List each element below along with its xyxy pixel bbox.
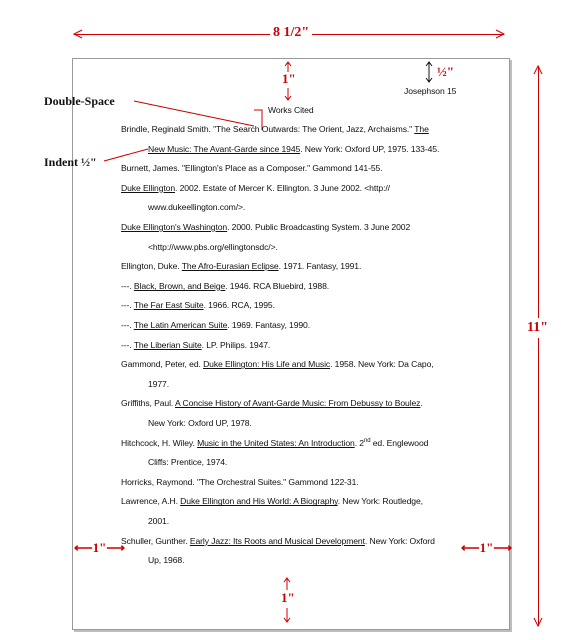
bottom-margin-label: 1" xyxy=(281,590,295,605)
citation-text: . New York: Oxford xyxy=(364,535,435,546)
citation-text: . 1958. New York: Da Capo, xyxy=(330,359,434,370)
citation-text: Gammond, Peter, ed. xyxy=(121,359,204,370)
citation-text: Brindle, Reginald Smith. "The Search Outwards: The Orient, Jazz, Archaisms." xyxy=(121,124,415,134)
double-space-annotation: Double-Space xyxy=(44,94,115,108)
citation-entry xyxy=(121,163,382,173)
citation-text: . LP. Philips. 1947. xyxy=(201,339,271,350)
citation-text: ---. xyxy=(121,280,134,291)
citation-entry-continuation xyxy=(148,202,245,212)
citation-entry xyxy=(121,281,329,291)
citation-entry-continuation xyxy=(148,418,252,428)
citation-entry xyxy=(121,300,275,310)
citation-entry xyxy=(121,124,429,134)
citation-text: Griffiths, Paul. xyxy=(121,398,176,409)
title-text: The Afro-Eurasian Eclipse xyxy=(181,261,279,272)
citation-text: . 2 xyxy=(354,437,364,448)
citation-text: Cliffs: Prentice, 1974. xyxy=(148,457,228,468)
title-text: Early Jazz: Its Roots and Musical Development xyxy=(189,535,365,546)
citation-entry-continuation xyxy=(148,555,184,565)
citation-text: ed. Englewood xyxy=(370,437,429,448)
citation-text: . xyxy=(420,398,423,409)
right-margin-label: 1" xyxy=(479,540,494,555)
citation-text: Lawrence, A.H. xyxy=(121,496,181,507)
citation-text: . New York: Routledge, xyxy=(337,496,423,507)
citation-entry xyxy=(121,438,428,448)
height-label: 11" xyxy=(527,318,548,338)
title-text: Music in the United States: An Introduction xyxy=(197,437,355,448)
citation-text: . 1969. Fantasy, 1990. xyxy=(227,320,311,330)
citation-entry-continuation xyxy=(148,516,169,526)
citation-entry xyxy=(121,477,359,487)
citation-text: <http://www.pbs.org/ellingtonsdc/>. xyxy=(148,241,278,252)
citation-text: 1977. xyxy=(148,378,170,389)
top-margin-label: 1" xyxy=(282,71,296,86)
indent-annotation: Indent ½" xyxy=(44,155,97,169)
citation-text: ---. xyxy=(121,339,134,350)
right-margin-marker xyxy=(461,540,512,556)
citation-text: . 1966. RCA, 1995. xyxy=(203,300,275,311)
left-margin-marker xyxy=(74,540,125,556)
citation-entry xyxy=(121,183,390,193)
title-text: Duke Ellington's Washington xyxy=(121,222,228,232)
citation-entry-continuation xyxy=(148,379,169,389)
citation-entry-continuation xyxy=(148,242,278,252)
title-text: Duke Ellington and His World: A Biography xyxy=(180,496,338,507)
title-text: A Concise History of Avant-Garde Music: From Debussy to Boulez xyxy=(175,398,421,409)
citation-text: Horricks, Raymond. "The Orchestral Suites." Gammond 122-31. xyxy=(121,476,359,487)
citation-entry xyxy=(121,222,410,232)
title-text: The xyxy=(414,124,429,134)
header-margin-label: ½" xyxy=(437,64,454,79)
right-margin-arrow-left-icon: ⟵ xyxy=(461,540,480,555)
title-text: Duke Ellington xyxy=(121,182,176,193)
page-title: Works Cited xyxy=(268,105,314,115)
citation-entry xyxy=(121,320,310,330)
citation-entry xyxy=(121,340,270,350)
citation-text: ---. xyxy=(121,300,134,311)
title-text: Duke Ellington: His Life and Music xyxy=(203,359,331,370)
citation-text: . 1971. Fantasy, 1991. xyxy=(278,261,362,272)
citation-entry xyxy=(121,261,361,271)
citation-text: Burnett, James. "Ellington's Place as a Composer." Gammond 141-55. xyxy=(121,163,383,174)
right-margin-arrow-right-icon: ⟶ xyxy=(493,540,512,555)
citation-entry xyxy=(121,536,435,546)
citation-text: nd xyxy=(363,437,371,444)
title-text: Black, Brown, and Beige xyxy=(133,280,226,291)
citation-entry xyxy=(121,359,434,369)
citation-text: Schuller, Gunther. xyxy=(121,535,190,546)
citation-text: www.dukeellington.com/>. xyxy=(148,202,246,213)
citation-text: . 2002. Estate of Mercer K. Ellington. 3 June 2002. <http:// xyxy=(175,182,390,193)
title-text: New Music: The Avant-Garde since 1945 xyxy=(148,143,301,154)
running-head: Josephson 15 xyxy=(404,86,457,96)
citation-text: ---. xyxy=(121,320,134,330)
left-margin-label: 1" xyxy=(92,540,107,555)
citation-text: 2001. xyxy=(148,516,170,526)
title-text: The Far East Suite xyxy=(133,300,204,311)
citation-entry-continuation xyxy=(148,457,227,467)
citation-text: Ellington, Duke. xyxy=(121,261,182,272)
left-margin-arrow-right-icon: ⟶ xyxy=(106,540,125,555)
citation-text: New York: Oxford UP, 1978. xyxy=(148,418,252,428)
left-margin-arrow-left-icon: ⟵ xyxy=(74,540,93,555)
title-text: The Latin American Suite xyxy=(133,320,228,330)
citation-text: . 2000. Public Broadcasting System. 3 June 2002 xyxy=(227,222,411,232)
citation-text: . New York: Oxford UP, 1975. 133-45. xyxy=(300,143,440,154)
citation-text: . 1946. RCA Bluebird, 1988. xyxy=(225,280,330,291)
citation-entry xyxy=(121,398,423,408)
width-label: 8 1/2" xyxy=(270,25,312,41)
citation-text: Up, 1968. xyxy=(148,555,185,566)
citation-entry xyxy=(121,496,423,506)
title-text: The Liberian Suite xyxy=(133,339,202,350)
citation-text: Hitchcock, H. Wiley. xyxy=(121,437,198,448)
citation-entry-continuation xyxy=(148,144,439,154)
